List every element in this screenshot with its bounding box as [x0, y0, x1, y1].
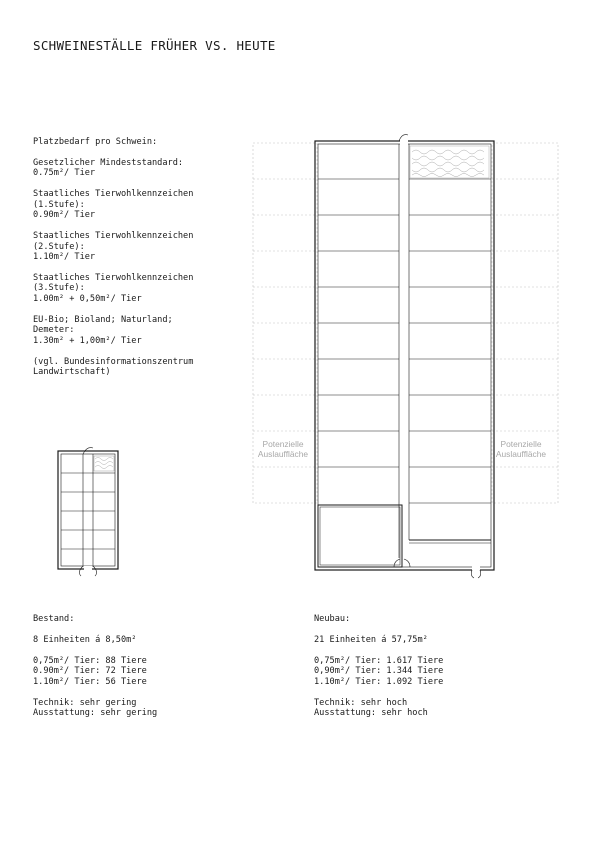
new-capacity: 0,90m²/ Tier: 1.344 Tiere [314, 666, 444, 677]
existing-barn-straw-area [94, 456, 114, 471]
new-barn-inner-wall [318, 144, 491, 567]
existing-barn-plan [58, 448, 118, 576]
new-units: 21 Einheiten á 57,75m² [314, 635, 428, 645]
existing-ausstattung: Ausstattung: sehr gering [33, 708, 158, 719]
new-technik: Technik: sehr hoch [314, 697, 408, 708]
requirement-label: Staatliches Tierwohlkennzeichen (3.Stufe): [33, 273, 194, 294]
existing-units: 8 Einheiten á 8,50m² [33, 635, 137, 645]
requirement-value: 0.90m²/ Tier [33, 210, 96, 221]
new-heading: Neubau: [314, 614, 351, 624]
utility-room [318, 505, 402, 567]
page-title: SCHWEINESTÄLLE FRÜHER VS. HEUTE [33, 38, 276, 53]
requirements-heading: Platzbedarf pro Schwein: [33, 137, 158, 147]
requirement-value: 1.30m² + 1,00m²/ Tier [33, 335, 142, 346]
source-note: (vgl. Bundesinformationszentrum Landwirtschaft) [33, 356, 194, 378]
existing-technik: Technik: sehr gering [33, 697, 137, 708]
existing-capacity: 1.10m²/ Tier: 56 Tiere [33, 676, 147, 687]
new-capacity: 0,75m²/ Tier: 1.617 Tiere [314, 656, 444, 666]
requirement-value: 1.10m²/ Tier [33, 252, 96, 263]
new-ausstattung: Ausstattung: sehr hoch [314, 708, 428, 719]
requirement-label: Gesetzlicher Mindeststandard: [33, 158, 184, 168]
new-barn-outer-wall [315, 141, 494, 570]
requirement-value: 0.75m²/ Tier [33, 168, 96, 179]
existing-capacity: 0.90m²/ Tier: 72 Tiere [33, 666, 147, 677]
existing-barn-pens [61, 454, 115, 566]
existing-heading: Bestand: [33, 614, 75, 624]
outdoor-area-label-right: Potenzielle Auslauffläche [495, 439, 547, 459]
new-summary [314, 614, 443, 719]
requirement-value: 1.00m² + 0,50m²/ Tier [33, 293, 142, 304]
new-capacity: 1.10m²/ Tier: 1.092 Tiere [314, 676, 444, 687]
new-barn-pens [318, 179, 491, 503]
existing-summary [33, 614, 157, 719]
requirement-label: Staatliches Tierwohlkennzeichen (1.Stufe): [33, 189, 194, 210]
existing-capacity: 0,75m²/ Tier: 88 Tiere [33, 656, 147, 666]
requirement-label: EU-Bio; Bioland; Naturland; Demeter: [33, 314, 173, 336]
new-barn-plan [253, 135, 558, 578]
requirement-label: Staatliches Tierwohlkennzeichen (2.Stufe): [33, 231, 194, 252]
outdoor-area-label-left: Potenzielle Auslauffläche [257, 439, 309, 459]
existing-barn-outer-wall [58, 451, 118, 569]
